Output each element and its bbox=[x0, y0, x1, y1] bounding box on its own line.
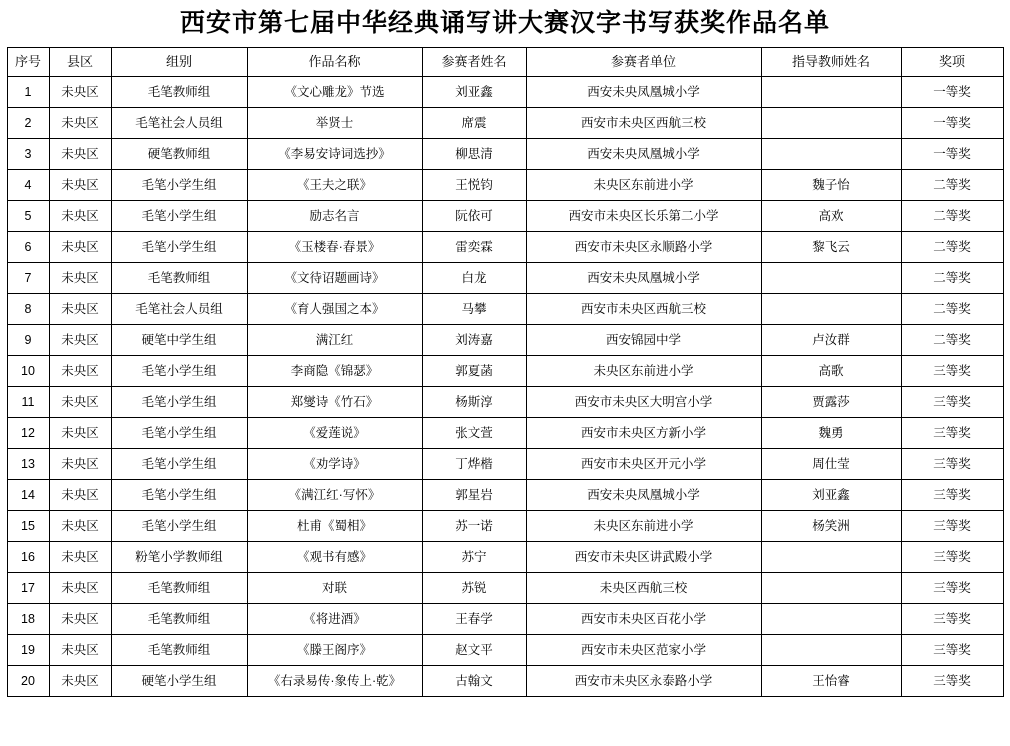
cell-participant-unit: 西安未央凤凰城小学 bbox=[526, 480, 761, 511]
cell-instructor-name bbox=[761, 77, 901, 108]
table-row bbox=[7, 263, 1003, 294]
table-row bbox=[7, 232, 1003, 263]
cell-district: 未央区 bbox=[49, 108, 111, 139]
cell-instructor-name bbox=[761, 573, 901, 604]
cell-instructor-name: 贾露莎 bbox=[761, 387, 901, 418]
cell-award: 三等奖 bbox=[901, 666, 1003, 697]
cell-district: 未央区 bbox=[49, 666, 111, 697]
table-row bbox=[7, 480, 1003, 511]
cell-instructor-name bbox=[761, 635, 901, 666]
cell-work-title: 《滕王阁序》 bbox=[247, 635, 422, 666]
cell-instructor-name: 魏子怡 bbox=[761, 170, 901, 201]
cell-group: 毛笔小学生组 bbox=[111, 232, 247, 263]
cell-group: 毛笔小学生组 bbox=[111, 449, 247, 480]
cell-group: 毛笔小学生组 bbox=[111, 480, 247, 511]
cell-index: 4 bbox=[7, 170, 49, 201]
cell-instructor-name bbox=[761, 108, 901, 139]
cell-participant-name: 刘涛嘉 bbox=[422, 325, 526, 356]
cell-work-title: 《文心雕龙》节选 bbox=[247, 77, 422, 108]
column-header-participant-name: 参赛者姓名 bbox=[422, 48, 526, 77]
cell-instructor-name bbox=[761, 542, 901, 573]
cell-participant-unit: 西安市未央区讲武殿小学 bbox=[526, 542, 761, 573]
cell-index: 9 bbox=[7, 325, 49, 356]
cell-participant-name: 郭星岩 bbox=[422, 480, 526, 511]
cell-instructor-name bbox=[761, 294, 901, 325]
cell-instructor-name: 刘亚鑫 bbox=[761, 480, 901, 511]
cell-district: 未央区 bbox=[49, 480, 111, 511]
column-header-index: 序号 bbox=[7, 48, 49, 77]
cell-award: 三等奖 bbox=[901, 449, 1003, 480]
cell-participant-name: 苏锐 bbox=[422, 573, 526, 604]
table-row bbox=[7, 108, 1003, 139]
cell-participant-name: 王春学 bbox=[422, 604, 526, 635]
table-row bbox=[7, 201, 1003, 232]
cell-index: 14 bbox=[7, 480, 49, 511]
cell-award: 三等奖 bbox=[901, 604, 1003, 635]
cell-participant-unit: 西安市未央区方新小学 bbox=[526, 418, 761, 449]
cell-participant-unit: 西安市未央区百花小学 bbox=[526, 604, 761, 635]
cell-district: 未央区 bbox=[49, 77, 111, 108]
cell-district: 未央区 bbox=[49, 232, 111, 263]
cell-work-title: 《王夫之联》 bbox=[247, 170, 422, 201]
cell-award: 二等奖 bbox=[901, 325, 1003, 356]
cell-work-title: 郑燮诗《竹石》 bbox=[247, 387, 422, 418]
cell-award: 二等奖 bbox=[901, 201, 1003, 232]
cell-participant-unit: 西安未央凤凰城小学 bbox=[526, 77, 761, 108]
cell-participant-unit: 西安市未央区西航三校 bbox=[526, 108, 761, 139]
cell-district: 未央区 bbox=[49, 387, 111, 418]
cell-award: 一等奖 bbox=[901, 139, 1003, 170]
cell-participant-unit: 西安未央凤凰城小学 bbox=[526, 139, 761, 170]
cell-award: 三等奖 bbox=[901, 542, 1003, 573]
cell-work-title: 励志名言 bbox=[247, 201, 422, 232]
cell-award: 三等奖 bbox=[901, 511, 1003, 542]
cell-index: 1 bbox=[7, 77, 49, 108]
cell-group: 毛笔小学生组 bbox=[111, 418, 247, 449]
cell-district: 未央区 bbox=[49, 511, 111, 542]
table-row bbox=[7, 294, 1003, 325]
table-row bbox=[7, 418, 1003, 449]
table-row bbox=[7, 170, 1003, 201]
cell-participant-unit: 未央区东前进小学 bbox=[526, 356, 761, 387]
cell-index: 16 bbox=[7, 542, 49, 573]
table-body bbox=[7, 77, 1003, 697]
cell-participant-unit: 西安未央凤凰城小学 bbox=[526, 263, 761, 294]
column-header-district: 县区 bbox=[49, 48, 111, 77]
cell-group: 毛笔小学生组 bbox=[111, 170, 247, 201]
table-row bbox=[7, 604, 1003, 635]
cell-instructor-name: 周仕莹 bbox=[761, 449, 901, 480]
page-title: 西安市第七届中华经典诵写讲大赛汉字书写获奖作品名单 bbox=[179, 10, 830, 37]
cell-instructor-name bbox=[761, 604, 901, 635]
cell-participant-name: 席震 bbox=[422, 108, 526, 139]
cell-group: 硬笔小学生组 bbox=[111, 666, 247, 697]
cell-participant-name: 刘亚鑫 bbox=[422, 77, 526, 108]
cell-district: 未央区 bbox=[49, 635, 111, 666]
cell-index: 7 bbox=[7, 263, 49, 294]
cell-index: 5 bbox=[7, 201, 49, 232]
cell-work-title: 《观书有感》 bbox=[247, 542, 422, 573]
cell-award: 二等奖 bbox=[901, 170, 1003, 201]
column-header-group: 组别 bbox=[111, 48, 247, 77]
table-header-row bbox=[7, 48, 1003, 77]
cell-district: 未央区 bbox=[49, 294, 111, 325]
cell-participant-unit: 西安市未央区西航三校 bbox=[526, 294, 761, 325]
cell-participant-unit: 西安市未央区范家小学 bbox=[526, 635, 761, 666]
cell-group: 粉笔小学教师组 bbox=[111, 542, 247, 573]
cell-award: 二等奖 bbox=[901, 232, 1003, 263]
cell-participant-name: 苏一诺 bbox=[422, 511, 526, 542]
cell-instructor-name: 高歌 bbox=[761, 356, 901, 387]
cell-participant-unit: 西安锦园中学 bbox=[526, 325, 761, 356]
cell-participant-unit: 未央区东前进小学 bbox=[526, 511, 761, 542]
cell-index: 20 bbox=[7, 666, 49, 697]
cell-index: 19 bbox=[7, 635, 49, 666]
table-row bbox=[7, 573, 1003, 604]
cell-instructor-name: 魏勇 bbox=[761, 418, 901, 449]
cell-participant-unit: 西安市未央区永顺路小学 bbox=[526, 232, 761, 263]
table-row bbox=[7, 666, 1003, 697]
cell-district: 未央区 bbox=[49, 263, 111, 294]
cell-index: 6 bbox=[7, 232, 49, 263]
cell-participant-name: 王悦钧 bbox=[422, 170, 526, 201]
cell-group: 硬笔教师组 bbox=[111, 139, 247, 170]
table-row bbox=[7, 635, 1003, 666]
cell-participant-unit: 未央区西航三校 bbox=[526, 573, 761, 604]
cell-instructor-name bbox=[761, 263, 901, 294]
cell-participant-name: 白龙 bbox=[422, 263, 526, 294]
cell-district: 未央区 bbox=[49, 201, 111, 232]
cell-award: 一等奖 bbox=[901, 108, 1003, 139]
table-row bbox=[7, 325, 1003, 356]
table-header bbox=[7, 48, 1003, 77]
cell-work-title: 李商隐《锦瑟》 bbox=[247, 356, 422, 387]
cell-district: 未央区 bbox=[49, 418, 111, 449]
cell-index: 12 bbox=[7, 418, 49, 449]
column-header-work-title: 作品名称 bbox=[247, 48, 422, 77]
cell-district: 未央区 bbox=[49, 356, 111, 387]
cell-district: 未央区 bbox=[49, 542, 111, 573]
cell-award: 三等奖 bbox=[901, 480, 1003, 511]
cell-district: 未央区 bbox=[49, 449, 111, 480]
cell-award: 二等奖 bbox=[901, 263, 1003, 294]
cell-index: 13 bbox=[7, 449, 49, 480]
cell-index: 18 bbox=[7, 604, 49, 635]
cell-participant-name: 丁烨楷 bbox=[422, 449, 526, 480]
cell-participant-unit: 西安市未央区开元小学 bbox=[526, 449, 761, 480]
cell-work-title: 杜甫《蜀相》 bbox=[247, 511, 422, 542]
cell-group: 毛笔教师组 bbox=[111, 604, 247, 635]
column-header-instructor-name: 指导教师姓名 bbox=[761, 48, 901, 77]
cell-index: 10 bbox=[7, 356, 49, 387]
column-header-award: 奖项 bbox=[901, 48, 1003, 77]
cell-work-title: 《将进酒》 bbox=[247, 604, 422, 635]
cell-participant-unit: 西安市未央区大明宫小学 bbox=[526, 387, 761, 418]
cell-award: 三等奖 bbox=[901, 387, 1003, 418]
cell-district: 未央区 bbox=[49, 325, 111, 356]
cell-award: 三等奖 bbox=[901, 573, 1003, 604]
cell-work-title: 满江红 bbox=[247, 325, 422, 356]
cell-group: 硬笔中学生组 bbox=[111, 325, 247, 356]
cell-group: 毛笔教师组 bbox=[111, 573, 247, 604]
cell-index: 3 bbox=[7, 139, 49, 170]
table-row bbox=[7, 542, 1003, 573]
cell-instructor-name: 卢汝群 bbox=[761, 325, 901, 356]
cell-participant-unit: 西安市未央区永泰路小学 bbox=[526, 666, 761, 697]
cell-index: 2 bbox=[7, 108, 49, 139]
cell-work-title: 《李易安诗词选抄》 bbox=[247, 139, 422, 170]
cell-group: 毛笔小学生组 bbox=[111, 356, 247, 387]
cell-index: 15 bbox=[7, 511, 49, 542]
cell-district: 未央区 bbox=[49, 170, 111, 201]
cell-participant-name: 张文萱 bbox=[422, 418, 526, 449]
cell-award: 三等奖 bbox=[901, 418, 1003, 449]
cell-award: 一等奖 bbox=[901, 77, 1003, 108]
table-row bbox=[7, 511, 1003, 542]
table-row bbox=[7, 387, 1003, 418]
cell-group: 毛笔社会人员组 bbox=[111, 108, 247, 139]
cell-instructor-name bbox=[761, 139, 901, 170]
cell-award: 二等奖 bbox=[901, 294, 1003, 325]
table-row bbox=[7, 449, 1003, 480]
cell-participant-unit: 西安市未央区长乐第二小学 bbox=[526, 201, 761, 232]
cell-instructor-name: 黎飞云 bbox=[761, 232, 901, 263]
cell-work-title: 《育人强国之本》 bbox=[247, 294, 422, 325]
cell-district: 未央区 bbox=[49, 139, 111, 170]
cell-work-title: 《劝学诗》 bbox=[247, 449, 422, 480]
cell-participant-name: 古翰文 bbox=[422, 666, 526, 697]
cell-participant-name: 柳思清 bbox=[422, 139, 526, 170]
cell-group: 毛笔小学生组 bbox=[111, 511, 247, 542]
cell-award: 三等奖 bbox=[901, 635, 1003, 666]
cell-work-title: 对联 bbox=[247, 573, 422, 604]
table-row bbox=[7, 356, 1003, 387]
cell-participant-name: 赵文平 bbox=[422, 635, 526, 666]
table-row bbox=[7, 77, 1003, 108]
cell-index: 8 bbox=[7, 294, 49, 325]
cell-index: 17 bbox=[7, 573, 49, 604]
cell-instructor-name: 高欢 bbox=[761, 201, 901, 232]
cell-work-title: 《右录易传·象传上·乾》 bbox=[247, 666, 422, 697]
cell-work-title: 举贤士 bbox=[247, 108, 422, 139]
cell-district: 未央区 bbox=[49, 604, 111, 635]
cell-group: 毛笔教师组 bbox=[111, 635, 247, 666]
award-list-table bbox=[7, 47, 1004, 697]
cell-work-title: 《玉楼春·春景》 bbox=[247, 232, 422, 263]
column-header-participant-unit: 参赛者单位 bbox=[526, 48, 761, 77]
cell-group: 毛笔教师组 bbox=[111, 263, 247, 294]
table-row bbox=[7, 139, 1003, 170]
cell-group: 毛笔小学生组 bbox=[111, 387, 247, 418]
cell-participant-name: 阮依可 bbox=[422, 201, 526, 232]
cell-district: 未央区 bbox=[49, 573, 111, 604]
cell-instructor-name: 王怡睿 bbox=[761, 666, 901, 697]
cell-participant-unit: 未央区东前进小学 bbox=[526, 170, 761, 201]
cell-work-title: 《爱莲说》 bbox=[247, 418, 422, 449]
cell-instructor-name: 杨笑洲 bbox=[761, 511, 901, 542]
cell-index: 11 bbox=[7, 387, 49, 418]
cell-group: 毛笔教师组 bbox=[111, 77, 247, 108]
cell-award: 三等奖 bbox=[901, 356, 1003, 387]
cell-work-title: 《文待诏题画诗》 bbox=[247, 263, 422, 294]
cell-group: 毛笔社会人员组 bbox=[111, 294, 247, 325]
cell-participant-name: 雷奕霖 bbox=[422, 232, 526, 263]
cell-participant-name: 杨斯淳 bbox=[422, 387, 526, 418]
cell-work-title: 《满江红·写怀》 bbox=[247, 480, 422, 511]
cell-participant-name: 马攀 bbox=[422, 294, 526, 325]
cell-participant-name: 苏宁 bbox=[422, 542, 526, 573]
cell-participant-name: 郭夏菡 bbox=[422, 356, 526, 387]
cell-group: 毛笔小学生组 bbox=[111, 201, 247, 232]
